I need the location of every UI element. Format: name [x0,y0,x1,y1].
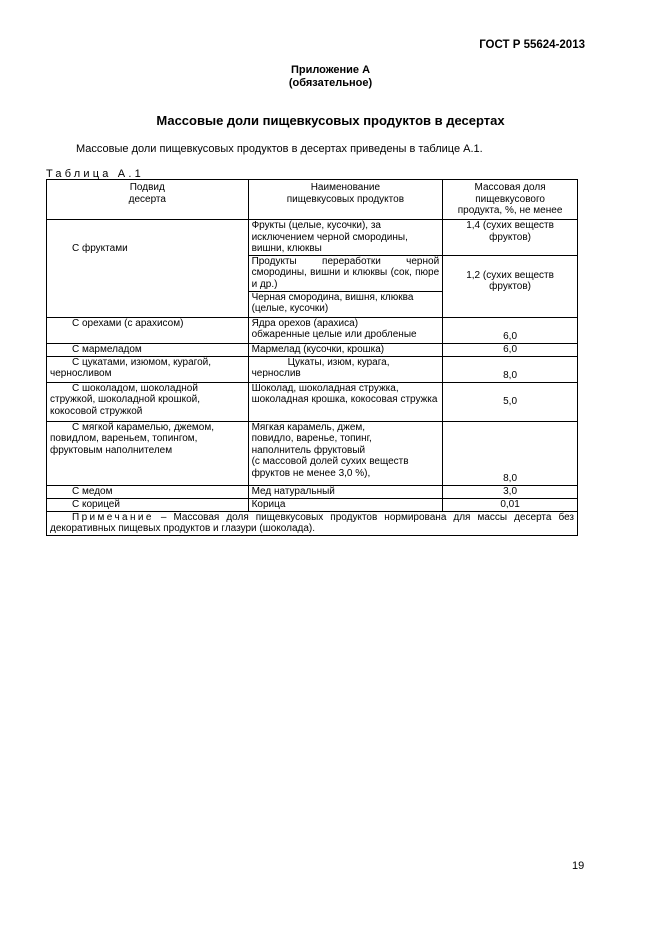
row-product-honey: Мед натуральный [248,485,443,498]
header-mass-fraction: Массовая доля пищевкусового продукта, %, не менее [443,180,578,220]
row-name-marmalade: С мармеладом [47,343,249,356]
section-title: Массовые доли пищевкусовых продуктов в десертах [156,113,505,128]
row-value-fruits-2: 1,2 (сухих веществ фруктов) [443,255,578,317]
table-caption: Таблица А.1 [46,168,144,180]
row-name-chocolate: С шоколадом, шоколадной стружкой, шоколадной крошкой, кокосовой стружкой [47,382,249,421]
table-header-row [47,180,578,220]
intro-paragraph: Массовые доли пищевкусовых продуктов в десертах приведены в таблице А.1. [76,143,483,155]
row-product-cinnamon: Корица [248,498,443,511]
table-row [47,220,578,256]
header-product-name: Наименование пищевкусовых продуктов [248,180,443,220]
page-number: 19 [572,860,585,872]
table-row [47,317,578,343]
table-row [47,382,578,421]
appendix-status: (обязательное) [288,77,373,89]
table-row [47,343,578,356]
table-note [47,511,578,535]
note-label: Примечание [72,511,154,523]
row-name-fruits: С фруктами [47,220,249,318]
table-row [47,356,578,382]
row-product-candied: Цукаты, изюм, курага, чернослив [248,356,443,382]
row-value-cinnamon: 0,01 [443,498,578,511]
row-product-fruits-1: Фрукты (целые, кусочки), за исключением черной смородины, вишни, клюквы [248,220,443,256]
note-text: – Массовая доля пищевкусовых продуктов нормирована для массы десерта без декоративных пищевых продуктов и глазури (шоколада). [50,511,574,534]
table-note-row [47,511,578,535]
row-value-fruits-1: 1,4 (сухих веществ фруктов) [443,220,578,256]
row-name-honey: С медом [47,485,249,498]
header-dessert-subtype: Подвид десерта [47,180,249,220]
table-row [47,421,578,485]
table-row [47,485,578,498]
row-product-nuts: Ядра орехов (арахиса) обжаренные целые или дробленые [248,317,443,343]
row-value-chocolate: 5,0 [443,382,578,421]
row-name-cinnamon: С корицей [47,498,249,511]
row-product-marmalade: Мармелад (кусочки, крошка) [248,343,443,356]
document-id: ГОСТ Р 55624-2013 [479,39,585,51]
appendix-label: Приложение А [290,64,371,76]
appendix-heading [0,64,661,90]
row-product-caramel: Мягкая карамель, джем, повидло, варенье, топинг, наполнитель фруктовый (с массовой долей сухих веществ фруктов не менее 3,0 %), [248,421,443,485]
row-name-candied: С цукатами, изюмом, курагой, черносливом [47,356,249,382]
row-value-candied: 8,0 [443,356,578,382]
row-product-chocolate: Шоколад, шоколадная стружка, шоколадная крошка, кокосовая стружка [248,382,443,421]
row-product-fruits-3: Черная смородина, вишня, клюква (целые, кусочки) [248,291,443,317]
row-value-honey: 3,0 [443,485,578,498]
row-value-caramel: 8,0 [443,421,578,485]
row-name-nuts: С орехами (с арахисом) [47,317,249,343]
row-name-caramel: С мягкой карамелью, джемом, повидлом, вареньем, топингом, фруктовым наполнителем [47,421,249,485]
table-row [47,498,578,511]
row-product-fruits-2: Продукты переработки черной смородины, вишни и клюквы (сок, пюре и др.) [248,255,443,291]
dessert-content-table [46,179,578,536]
row-value-nuts: 6,0 [443,317,578,343]
row-value-marmalade: 6,0 [443,343,578,356]
